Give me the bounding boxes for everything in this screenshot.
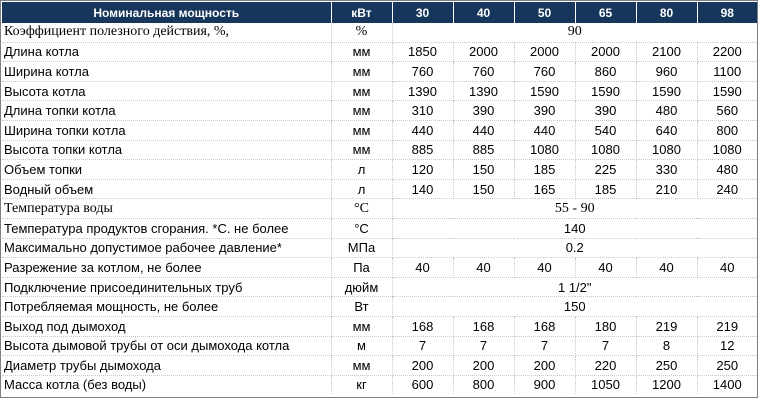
param-value: 200 bbox=[453, 356, 514, 376]
param-value-all-models: 90 bbox=[392, 23, 757, 42]
param-value: 7 bbox=[453, 336, 514, 356]
param-value: 168 bbox=[392, 316, 453, 336]
param-value: 1080 bbox=[514, 140, 575, 160]
param-value: 1590 bbox=[636, 81, 697, 101]
table-row bbox=[2, 199, 757, 219]
param-value: 219 bbox=[636, 316, 697, 336]
param-name: Длина котла bbox=[2, 42, 331, 62]
table-row bbox=[2, 179, 757, 199]
param-unit: мм bbox=[331, 101, 392, 121]
header-model: 40 bbox=[453, 2, 514, 23]
boiler-spec-table bbox=[2, 2, 757, 394]
table-row bbox=[2, 218, 757, 238]
param-name: Разрежение за котлом, не более bbox=[2, 258, 331, 278]
param-value: 12 bbox=[697, 336, 757, 356]
param-value: 219 bbox=[697, 316, 757, 336]
param-value: 310 bbox=[392, 101, 453, 121]
param-name: Высота котла bbox=[2, 81, 331, 101]
param-unit: мм bbox=[331, 62, 392, 82]
param-value: 800 bbox=[453, 375, 514, 394]
param-name: Температура продуктов сгорания. *С. не более bbox=[2, 218, 331, 238]
param-value: 1200 bbox=[636, 375, 697, 394]
param-value: 330 bbox=[636, 160, 697, 180]
param-unit: Па bbox=[331, 258, 392, 278]
param-value: 480 bbox=[697, 160, 757, 180]
param-value: 150 bbox=[453, 160, 514, 180]
param-unit: мм bbox=[331, 316, 392, 336]
param-value: 7 bbox=[514, 336, 575, 356]
param-value: 150 bbox=[453, 179, 514, 199]
param-value: 220 bbox=[575, 356, 636, 376]
table-row bbox=[2, 316, 757, 336]
param-unit: кг bbox=[331, 375, 392, 394]
param-value: 185 bbox=[575, 179, 636, 199]
header-row bbox=[2, 2, 757, 23]
header-model: 50 bbox=[514, 2, 575, 23]
param-value: 1080 bbox=[636, 140, 697, 160]
table-row bbox=[2, 140, 757, 160]
param-name: Объем топки bbox=[2, 160, 331, 180]
param-value: 7 bbox=[575, 336, 636, 356]
param-value-all-models: 1 1/2" bbox=[392, 277, 757, 297]
param-value: 960 bbox=[636, 62, 697, 82]
param-value: 120 bbox=[392, 160, 453, 180]
param-unit: мм bbox=[331, 140, 392, 160]
param-value: 440 bbox=[392, 120, 453, 140]
table-row bbox=[2, 258, 757, 278]
table-row bbox=[2, 42, 757, 62]
param-value: 40 bbox=[697, 258, 757, 278]
param-value: 440 bbox=[453, 120, 514, 140]
param-value: 885 bbox=[453, 140, 514, 160]
param-value: 860 bbox=[575, 62, 636, 82]
header-model: 65 bbox=[575, 2, 636, 23]
param-unit: мм bbox=[331, 81, 392, 101]
param-value: 2100 bbox=[636, 42, 697, 62]
param-value: 168 bbox=[514, 316, 575, 336]
param-unit: м bbox=[331, 336, 392, 356]
header-model: 30 bbox=[392, 2, 453, 23]
param-value: 240 bbox=[697, 179, 757, 199]
param-value: 800 bbox=[697, 120, 757, 140]
param-value: 1050 bbox=[575, 375, 636, 394]
param-value: 200 bbox=[514, 356, 575, 376]
table-row bbox=[2, 120, 757, 140]
param-value: 640 bbox=[636, 120, 697, 140]
param-value: 140 bbox=[392, 179, 453, 199]
param-value: 250 bbox=[697, 356, 757, 376]
param-value: 1100 bbox=[697, 62, 757, 82]
table-row bbox=[2, 336, 757, 356]
param-value: 185 bbox=[514, 160, 575, 180]
param-value: 1390 bbox=[392, 81, 453, 101]
table-row bbox=[2, 81, 757, 101]
param-name: Высота топки котла bbox=[2, 140, 331, 160]
param-value: 250 bbox=[636, 356, 697, 376]
param-value-all-models: 150 bbox=[392, 297, 757, 317]
param-value: 390 bbox=[575, 101, 636, 121]
table-row bbox=[2, 356, 757, 376]
table-row bbox=[2, 101, 757, 121]
param-name: Диаметр трубы дымохода bbox=[2, 356, 331, 376]
param-unit: мм bbox=[331, 356, 392, 376]
param-value: 2000 bbox=[453, 42, 514, 62]
table-row bbox=[2, 62, 757, 82]
param-value: 2200 bbox=[697, 42, 757, 62]
param-value: 1080 bbox=[697, 140, 757, 160]
param-value: 760 bbox=[514, 62, 575, 82]
param-name: Коэффициент полезного действия, %, bbox=[2, 23, 331, 42]
param-value: 1400 bbox=[712, 377, 742, 393]
header-model: 98 bbox=[697, 2, 757, 23]
param-name: Потребляемая мощность, не более bbox=[2, 297, 331, 317]
param-unit: л bbox=[331, 160, 392, 180]
param-value: 1850 bbox=[392, 42, 453, 62]
param-unit: °С bbox=[331, 199, 392, 219]
param-value: 560 bbox=[697, 101, 757, 121]
header-name: Номинальная мощность bbox=[2, 2, 331, 23]
param-value: 40 bbox=[636, 258, 697, 278]
header-model: 80 bbox=[636, 2, 697, 23]
param-name: Ширина топки котла bbox=[2, 120, 331, 140]
param-value: 1390 bbox=[453, 81, 514, 101]
param-value: 40 bbox=[514, 258, 575, 278]
param-value: 168 bbox=[453, 316, 514, 336]
param-unit: л bbox=[331, 179, 392, 199]
param-unit: дюйм bbox=[331, 277, 392, 297]
table-row bbox=[2, 23, 757, 42]
param-value-all-models: 55 - 90 bbox=[392, 199, 757, 219]
param-value: 760 bbox=[453, 62, 514, 82]
param-value: 7 bbox=[392, 336, 453, 356]
param-name: Выход под дымоход bbox=[2, 316, 331, 336]
param-value: 540 bbox=[575, 120, 636, 140]
param-name: Длина топки котла bbox=[2, 101, 331, 121]
param-value: 1590 bbox=[514, 81, 575, 101]
param-value: 2000 bbox=[575, 42, 636, 62]
param-value: 200 bbox=[392, 356, 453, 376]
param-name: Водный объем bbox=[2, 179, 331, 199]
table-row bbox=[2, 160, 757, 180]
param-value: 480 bbox=[636, 101, 697, 121]
param-value: 885 bbox=[392, 140, 453, 160]
param-value: 2000 bbox=[514, 42, 575, 62]
param-unit: °С bbox=[331, 218, 392, 238]
param-value: 1590 bbox=[697, 81, 757, 101]
param-unit: мм bbox=[331, 120, 392, 140]
param-name: Ширина котла bbox=[2, 62, 331, 82]
param-unit: мм bbox=[331, 42, 392, 62]
param-name: Масса котла (без воды) bbox=[2, 375, 331, 394]
param-name: Температура воды bbox=[2, 199, 331, 219]
param-value: 40 bbox=[392, 258, 453, 278]
param-value-all-models: 140 bbox=[392, 218, 757, 238]
param-unit: % bbox=[331, 23, 392, 42]
param-value: 440 bbox=[514, 120, 575, 140]
param-name: Максимально допустимое рабочее давление* bbox=[2, 238, 331, 258]
param-value: 225 bbox=[575, 160, 636, 180]
param-value: 390 bbox=[514, 101, 575, 121]
param-value: 8 bbox=[636, 336, 697, 356]
param-unit: Вт bbox=[331, 297, 392, 317]
param-value: 210 bbox=[636, 179, 697, 199]
param-value: 390 bbox=[453, 101, 514, 121]
param-value: 180 bbox=[575, 316, 636, 336]
param-value: 1080 bbox=[575, 140, 636, 160]
param-unit: МПа bbox=[331, 238, 392, 258]
table-row bbox=[2, 297, 757, 317]
param-value: 40 bbox=[453, 258, 514, 278]
table-row bbox=[2, 238, 757, 258]
header-unit: кВт bbox=[331, 2, 392, 23]
param-value: 40 bbox=[575, 258, 636, 278]
param-value: 1590 bbox=[575, 81, 636, 101]
table-row bbox=[2, 375, 757, 394]
table-row bbox=[2, 277, 757, 297]
param-value: 760 bbox=[392, 62, 453, 82]
param-value: 900 bbox=[514, 375, 575, 394]
param-value: 165 bbox=[514, 179, 575, 199]
param-name: Подключение присоединительных труб bbox=[2, 277, 331, 297]
param-value: 600 bbox=[392, 375, 453, 394]
param-name: Высота дымовой трубы от оси дымохода котла bbox=[2, 336, 331, 356]
param-value-all-models: 0.2 bbox=[392, 238, 757, 258]
